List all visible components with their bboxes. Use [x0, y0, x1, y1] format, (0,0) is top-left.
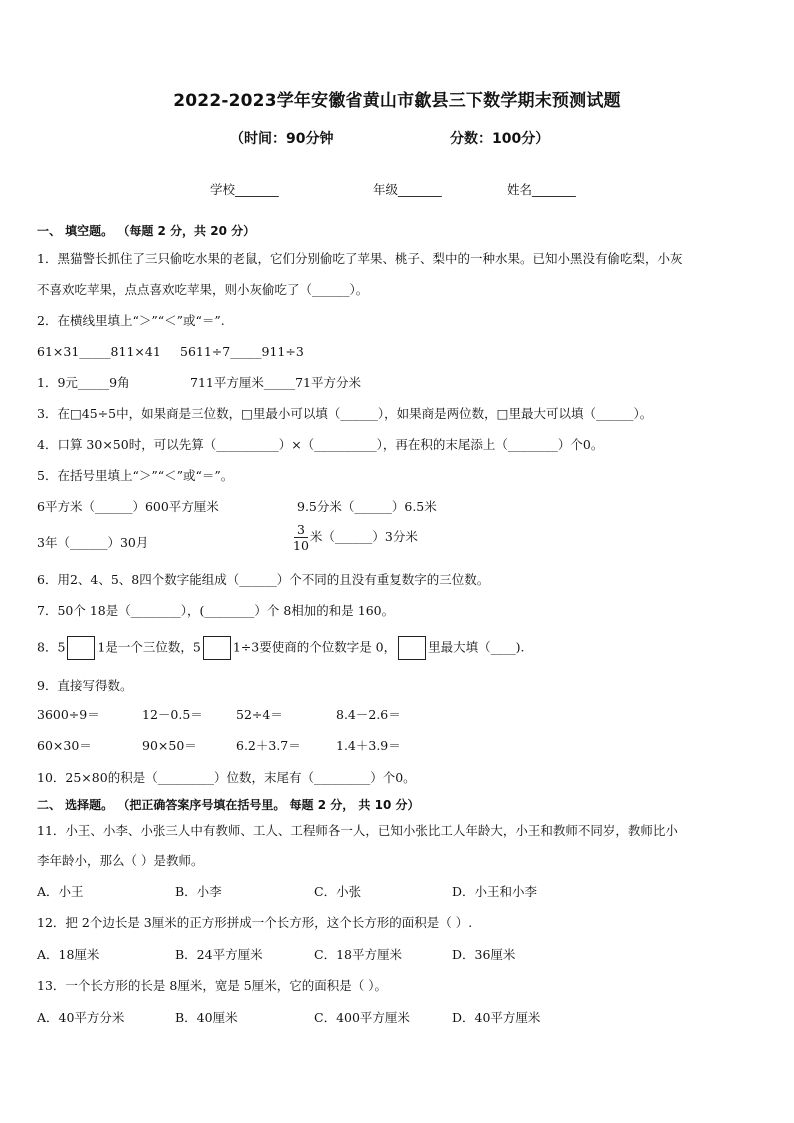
calc-item: 60×30＝	[37, 738, 92, 753]
question-11-line-1: 11．小王、小李、小张三人中有教师、工人、工程师各一人，已知小张比工人年龄大，小王和教师不同岁，教师比小	[37, 823, 678, 838]
option-b: B．24平方厘米	[175, 947, 263, 962]
q2-item-a: 61×31_____811×41	[37, 344, 161, 359]
option-d: D．40平方厘米	[452, 1010, 541, 1025]
q5-item-a: 6平方米（______）600平方厘米	[37, 499, 219, 514]
option-a: A．18厘米	[37, 947, 100, 962]
question-11-options	[37, 883, 757, 901]
q2-item-b: 5611÷7_____911÷3	[180, 344, 304, 359]
calc-item: 52÷4＝	[236, 707, 283, 722]
time-limit: （时间：90分钟	[230, 131, 334, 147]
option-c: C．18平方厘米	[314, 947, 402, 962]
fraction-three-tenths: $\frac{3}{10}$	[293, 522, 309, 553]
question-10: 10．25×80的积是（_________）位数，末尾有（_________）个0。	[37, 770, 416, 785]
digit-box-2	[203, 636, 231, 660]
option-a: A．小王	[37, 884, 84, 899]
calc-item: 1.4＋3.9＝	[336, 738, 401, 753]
calc-item: 90×50＝	[142, 738, 197, 753]
section-fill-in-heading: 一、 填空题。 （每题 2 分，共 20 分）	[37, 224, 256, 238]
option-c: C．小张	[314, 884, 362, 899]
question-7: 7．50个 18是（________），(________）个 8相加的和是 160。	[37, 603, 395, 618]
q2-item-c: 1．9元_____9角	[37, 375, 130, 390]
question-13-options	[37, 1009, 757, 1027]
question-5-row-2	[37, 522, 757, 562]
question-9: 9．直接写得数。	[37, 678, 133, 693]
option-c: C．400平方厘米	[314, 1010, 410, 1025]
question-5-row-1	[37, 498, 757, 516]
question-6: 6．用2、4、5、8四个数字能组成（______）个不同的且没有重复数字的三位数。	[37, 572, 490, 587]
digit-box-3	[398, 636, 426, 660]
question-8: 8．5 1是一个三位数，5 1÷3要使商的个位数字是 0， 里最大填（____).	[37, 636, 524, 660]
calc-item: 12－0.5＝	[142, 707, 203, 722]
question-1-line-2: 不喜欢吃苹果，点点喜欢吃苹果，则小灰偷吃了（______）。	[37, 282, 369, 297]
question-2-row-1	[37, 343, 757, 361]
option-d: D．小王和小李	[452, 884, 538, 899]
question-2: 2．在横线里填上“＞”“＜”或“＝”.	[37, 313, 225, 328]
calc-item: 8.4－2.6＝	[336, 707, 401, 722]
school-field: 学校_______	[210, 182, 279, 197]
digit-box-1	[67, 636, 95, 660]
calc-item: 6.2＋3.7＝	[236, 738, 301, 753]
question-2-row-2	[37, 374, 757, 392]
question-9-row-2	[37, 737, 757, 755]
question-4: 4．口算 30×50时，可以先算（__________）×（__________），再在积的末尾添上（________）个0。	[37, 437, 604, 452]
total-score: 分数：100分）	[450, 131, 550, 147]
q2-item-d: 711平方厘米_____71平方分米	[190, 375, 362, 390]
page-title: 2022-2023学年安徽省黄山市歙县三下数学期末预测试题	[173, 91, 621, 111]
question-11-line-2: 李年龄小，那么（ ）是教师。	[37, 853, 204, 868]
calc-item: 3600÷9＝	[37, 707, 100, 722]
question-3: 3．在□45÷5中，如果商是三位数，□里最小可以填（______），如果商是两位数，□里最大可以填（______）。	[37, 406, 653, 421]
question-12-options	[37, 946, 757, 964]
q5-item-b: 9.5分米（______）6.5米	[297, 499, 437, 514]
q5-item-c: 3年（______）30月	[37, 535, 149, 550]
question-13: 13．一个长方形的长是 8厘米，宽是 5厘米，它的面积是（ ）。	[37, 978, 387, 993]
name-field: 姓名_______	[507, 182, 576, 197]
option-b: B．小李	[175, 884, 222, 899]
option-b: B．40厘米	[175, 1010, 238, 1025]
option-a: A．40平方分米	[37, 1010, 125, 1025]
question-12: 12．把 2个边长是 3厘米的正方形拼成一个长方形，这个长方形的面积是（ ）.	[37, 915, 473, 930]
grade-field: 年级_______	[373, 182, 442, 197]
section-choice-heading: 二、 选择题。 （把正确答案序号填在括号里。 每题 2 分， 共 10 分）	[37, 798, 420, 812]
question-1-line-1: 1．黑猫警长抓住了三只偷吃水果的老鼠，它们分别偷吃了苹果、桃子、梨中的一种水果。已知小黑没有偷吃梨，小灰	[37, 251, 683, 266]
question-5: 5．在括号里填上“＞”“＜”或“＝”。	[37, 468, 234, 483]
q5-item-d: $\frac{3}{10}$ 米（______）3分米	[293, 522, 418, 553]
question-9-row-1	[37, 706, 757, 724]
option-d: D．36厘米	[452, 947, 516, 962]
